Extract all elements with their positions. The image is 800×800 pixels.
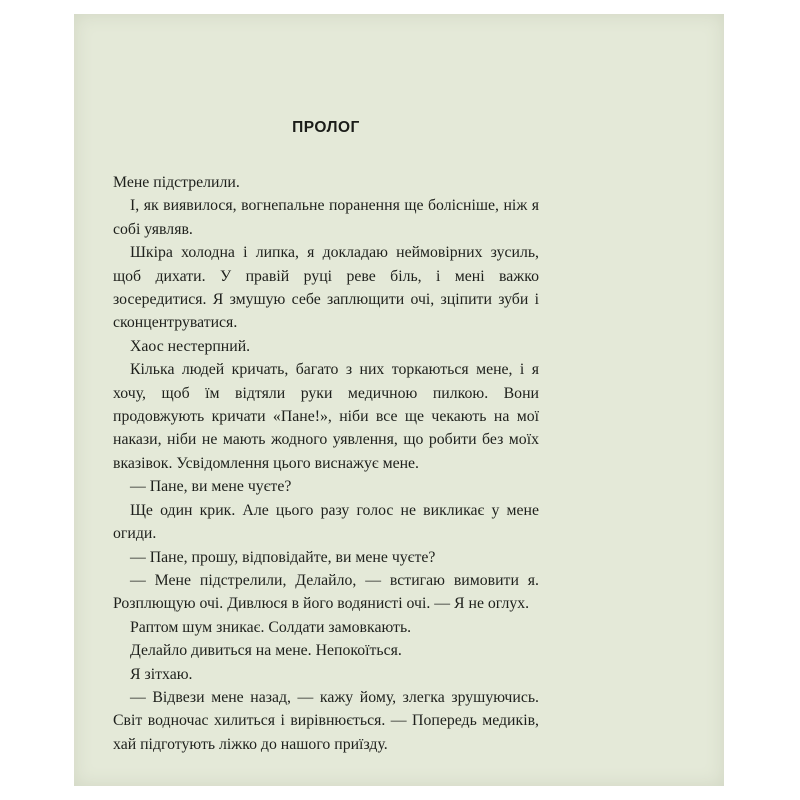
body-text — [113, 171, 539, 756]
paragraph: І, як виявилося, вогнепальне поранення ще болісніше, ніж я собі уявляв. — [113, 197, 539, 238]
paragraph: — Пане, прошу, відповідайте, ви мене чуєте? — [130, 548, 436, 566]
paragraph: Мене підстрелили. — [113, 174, 240, 191]
chapter-title: ПРОЛОГ — [292, 119, 360, 136]
paragraph: Я зітхаю. — [130, 665, 193, 683]
paragraph: — Мене підстрелили, Делайло, — встигаю вимовити я. Розплющую очі. Дивлюся в його водянисті очі. — Я не оглух. — [113, 571, 539, 613]
paragraph: — Пане, ви мене чуєте? — [130, 478, 292, 496]
paragraph: Шкіра холодна і липка, я докладаю неймовірних зусиль, щоб дихати. У правій руці реве біль, і мені важко зосередитися. Я змушую себе заплющити очі, зціпити зуби і сконцентруватися. — [113, 244, 539, 332]
paragraph: Раптом шум зникає. Солдати замовкають. — [130, 618, 412, 636]
paragraph: Кілька людей кричать, багато з них торкаються мене, і я хочу, щоб їм відтяли руки медичною пилкою. Вони продовжують кричати «Пане!», ніби все ще чекають на мої накази, ніби не мають жодного уявлення, що робити без моїх вказівок. Усвідомлення цього виснажує мене. — [113, 361, 539, 472]
paragraph: Делайло дивиться на мене. Непокоїться. — [130, 642, 402, 660]
paragraph: Хаос нестерпний. — [130, 337, 251, 355]
paragraph: Ще один крик. Але цього разу голос не викликає у мене огиди. — [113, 501, 539, 543]
paragraph: — Відвези мене назад, — кажу йому, злегка зрушуючись. Світ водночас хилиться і вирівнюється. — Попередь медиків, хай підготують ліжко до нашого приїзду. — [113, 688, 539, 753]
